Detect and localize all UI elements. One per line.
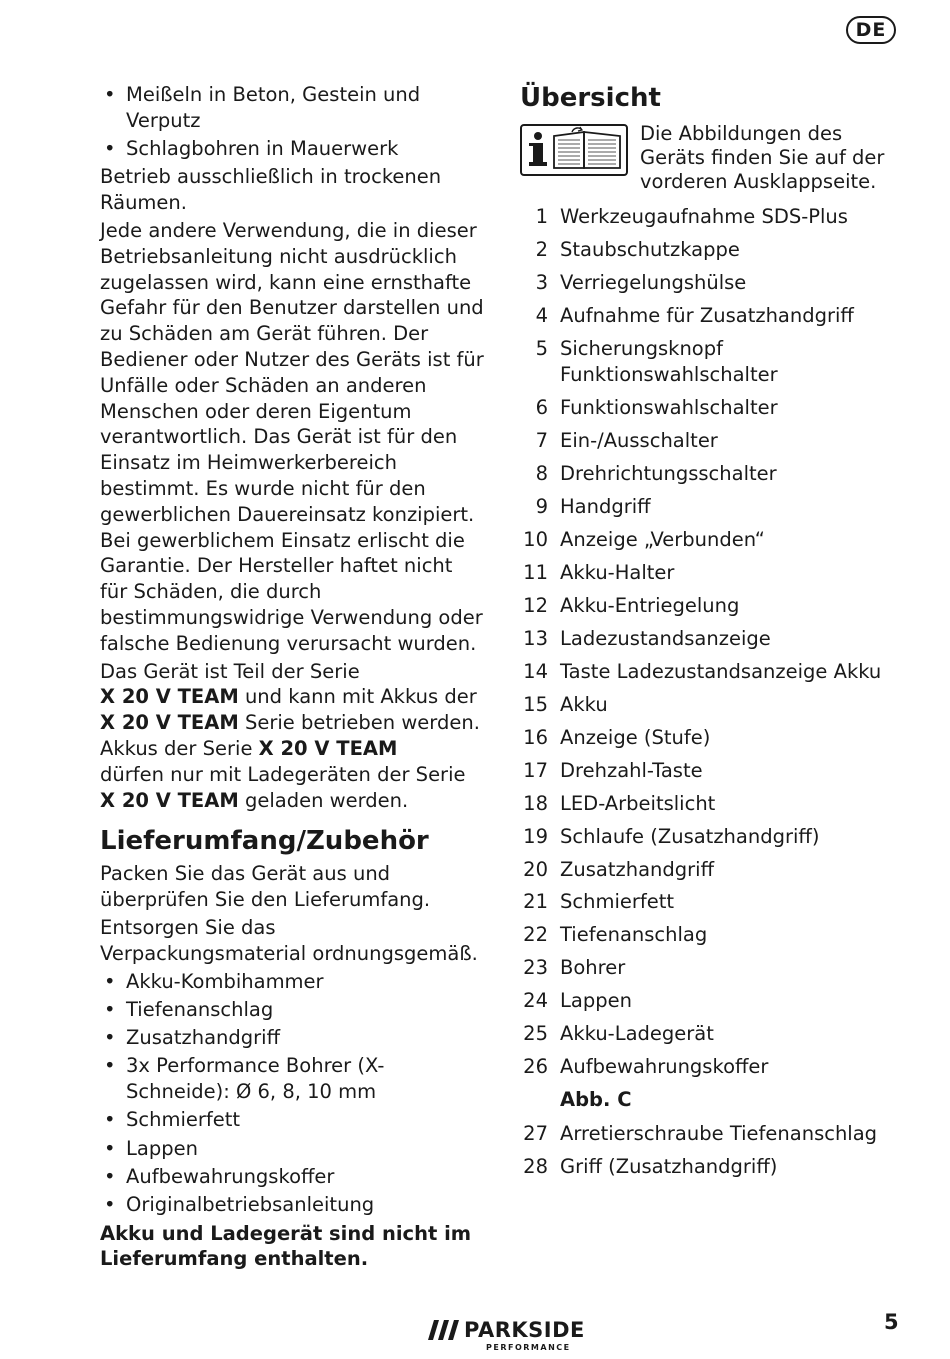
part-number: 19	[523, 824, 548, 848]
part-label: Lappen	[560, 989, 632, 1013]
list-item: • Originalbetriebsanleitung	[100, 1192, 485, 1218]
series-name: X 20 V TEAM	[100, 685, 239, 709]
part-label: Akku-Halter	[560, 560, 675, 584]
language-badge: DE	[846, 16, 896, 44]
part-label: Aufbewahrungskoffer	[560, 1055, 769, 1079]
parts-list	[520, 204, 900, 1080]
info-block	[520, 122, 900, 194]
list-item	[520, 461, 900, 487]
part-number: 21	[523, 890, 548, 914]
left-column	[100, 82, 485, 1274]
list-item	[520, 204, 900, 230]
part-number: 26	[523, 1055, 548, 1079]
part-number: 13	[523, 626, 548, 650]
list-item: • Akku-Kombihammer	[100, 969, 485, 995]
part-number: 1	[535, 205, 548, 228]
part-number: 7	[535, 428, 548, 452]
list-item	[520, 494, 900, 520]
part-number: 17	[523, 758, 548, 782]
list-item	[520, 725, 900, 751]
parts-list-figure-c	[520, 1121, 900, 1180]
part-label: Tiefenanschlag	[560, 923, 708, 947]
other-use-paragraph: Jede andere Verwendung, die in dieser Betriebsanleitung nicht ausdrücklich zugelassen wird, kann eine ernsthafte Gefahr für den Benutzer darstellen und zu Schäden am Gerät führen. Der Bediener oder Nutzer des Geräts ist für Unfälle oder Schäden an anderen Menschen oder deren Eigentum verantwortlich. Das Gerät ist für den Einsatz im Heimwerkerbereich bestimmt. Es wurde nicht für den gewerblichen Dauereinsatz konzipiert. Bei gewerblichem Einsatz erlischt die Garantie. Der Hersteller haftet nicht für Schäden, die durch bestimmungswidrige Verwendung oder falsche Bedienung verursacht wurden.	[100, 218, 484, 655]
part-number: 24	[523, 989, 548, 1013]
part-label: Bohrer	[560, 956, 626, 980]
list-item	[520, 1021, 900, 1047]
part-label: Akku-Ladegerät	[560, 1022, 714, 1046]
part-number: 12	[523, 593, 548, 617]
list-item	[520, 824, 900, 850]
series-name: X 20 V TEAM	[100, 788, 239, 812]
list-item	[520, 560, 900, 586]
scope-note: Akku und Ladegerät sind nicht im Lieferumfang enthalten.	[100, 1221, 472, 1271]
brand-logo	[428, 1316, 588, 1356]
list-item	[520, 1154, 900, 1180]
part-label: Zusatzhandgriff	[560, 857, 715, 881]
series-text: dürfen nur mit Ladegeräten der Serie	[100, 762, 466, 786]
list-item	[520, 692, 900, 718]
part-number: 15	[523, 692, 548, 716]
list-item	[520, 922, 900, 948]
series-text: Serie betrieben werden. Akkus der Serie	[100, 711, 480, 760]
part-label: Werkzeugaufnahme SDS-Plus	[560, 205, 848, 228]
list-item	[520, 857, 900, 883]
list-item	[520, 303, 900, 329]
part-label: Taste Ladezustandsanzeige Akku	[560, 659, 882, 683]
part-number: 11	[523, 560, 548, 584]
part-label: Arretierschraube Tiefenanschlag	[560, 1122, 878, 1146]
part-label: Drehrichtungsschalter	[560, 461, 777, 485]
part-label: Schlaufe (Zusatzhandgriff)	[560, 824, 820, 848]
scope-heading: Lieferumfang/Zubehör	[100, 826, 429, 857]
list-item	[520, 1121, 900, 1147]
disposal-paragraph: Entsorgen Sie das Verpackungsmaterial ordnungsgemäß.	[100, 915, 478, 965]
series-name: X 20 V TEAM	[100, 711, 239, 735]
dry-rooms-paragraph: Betrieb ausschließlich in trockenen Räumen.	[100, 165, 442, 215]
part-number: 18	[523, 791, 548, 815]
part-number: 16	[523, 725, 548, 749]
part-label: Ladezustandsanzeige	[560, 626, 771, 650]
part-number: 2	[535, 237, 548, 261]
part-label: Anzeige (Stufe)	[560, 725, 711, 749]
part-label: Akku	[560, 692, 608, 716]
page-number: 5	[884, 1310, 899, 1334]
series-paragraph	[100, 659, 485, 814]
list-item	[520, 659, 900, 685]
part-number: 9	[535, 494, 548, 518]
part-label: Akku-Entriegelung	[560, 593, 740, 617]
part-label: Drehzahl-Taste	[560, 758, 703, 782]
part-number: 25	[523, 1022, 548, 1046]
overview-heading: Übersicht	[520, 83, 661, 113]
list-item	[520, 955, 900, 981]
part-label: Verriegelungshülse	[560, 270, 747, 294]
part-label: Aufnahme für Zusatzhandgriff	[560, 303, 854, 327]
list-item	[520, 270, 900, 296]
list-item: • Tiefenanschlag	[100, 997, 485, 1023]
list-item	[520, 1054, 900, 1080]
list-item	[520, 758, 900, 784]
list-item: • Zusatzhandgriff	[100, 1025, 485, 1051]
part-number: 6	[535, 395, 548, 419]
intended-use-list	[100, 82, 485, 162]
part-number: 4	[535, 303, 548, 327]
figure-label: Abb. C	[560, 1088, 632, 1112]
brand-name: PARKSIDE	[464, 1318, 585, 1342]
manual-info-icon	[520, 124, 628, 176]
part-label: Griff (Zusatzhandgriff)	[560, 1155, 778, 1179]
list-item	[520, 593, 900, 619]
part-label: Schmierfett	[560, 890, 675, 914]
parkside-slashes-logo	[428, 1320, 460, 1340]
part-number: 23	[523, 956, 548, 980]
part-number: 28	[523, 1155, 548, 1179]
info-text: Die Abbildungen des Geräts finden Sie auf der vorderen Ausklappseite.	[640, 122, 885, 193]
series-text: Das Gerät ist Teil der Serie	[100, 659, 360, 683]
list-item	[520, 395, 900, 421]
series-text: geladen werden.	[238, 788, 409, 812]
series-text: und kann mit Akkus der	[238, 685, 477, 709]
part-number: 3	[535, 270, 548, 294]
scope-paragraph: Packen Sie das Gerät aus und überprüfen Sie den Lieferumfang.	[100, 862, 431, 912]
list-item	[520, 336, 900, 388]
list-item: • Lappen	[100, 1136, 485, 1162]
part-number: 14	[523, 659, 548, 683]
list-item	[520, 626, 900, 652]
brand-subline: PERFORMANCE	[486, 1343, 571, 1352]
list-item: • Schmierfett	[100, 1107, 485, 1133]
part-number: 27	[523, 1122, 548, 1146]
part-label: Anzeige „Verbunden“	[560, 527, 765, 551]
part-label: Funktionswahlschalter	[560, 395, 778, 419]
part-number: 20	[523, 857, 548, 881]
list-item	[520, 791, 900, 817]
part-label: LED-Arbeitslicht	[560, 791, 716, 815]
part-number: 8	[535, 461, 548, 485]
list-item	[520, 988, 900, 1014]
list-item	[520, 889, 900, 915]
list-item: • 3x Performance Bohrer (X-Schneide): Ø 6, 8, 10 mm	[100, 1053, 485, 1105]
part-number: 10	[523, 527, 548, 551]
part-label: Handgriff	[560, 494, 651, 518]
list-item	[520, 237, 900, 263]
part-number: 22	[523, 923, 548, 947]
right-column	[520, 82, 900, 1187]
list-item: • Meißeln in Beton, Gestein und Verputz	[100, 82, 485, 134]
part-label: Ein-/Ausschalter	[560, 428, 718, 452]
list-item	[520, 428, 900, 454]
series-name: X 20 V TEAM	[258, 736, 398, 760]
scope-list	[100, 969, 485, 1219]
list-item: • Schlagbohren in Mauerwerk	[100, 136, 485, 162]
part-label: Staubschutzkappe	[560, 237, 740, 261]
part-label: Sicherungsknopf Funktionswahlschalter	[560, 336, 778, 386]
list-item: • Aufbewahrungskoffer	[100, 1164, 485, 1190]
list-item	[520, 527, 900, 553]
part-number: 5	[535, 336, 548, 360]
